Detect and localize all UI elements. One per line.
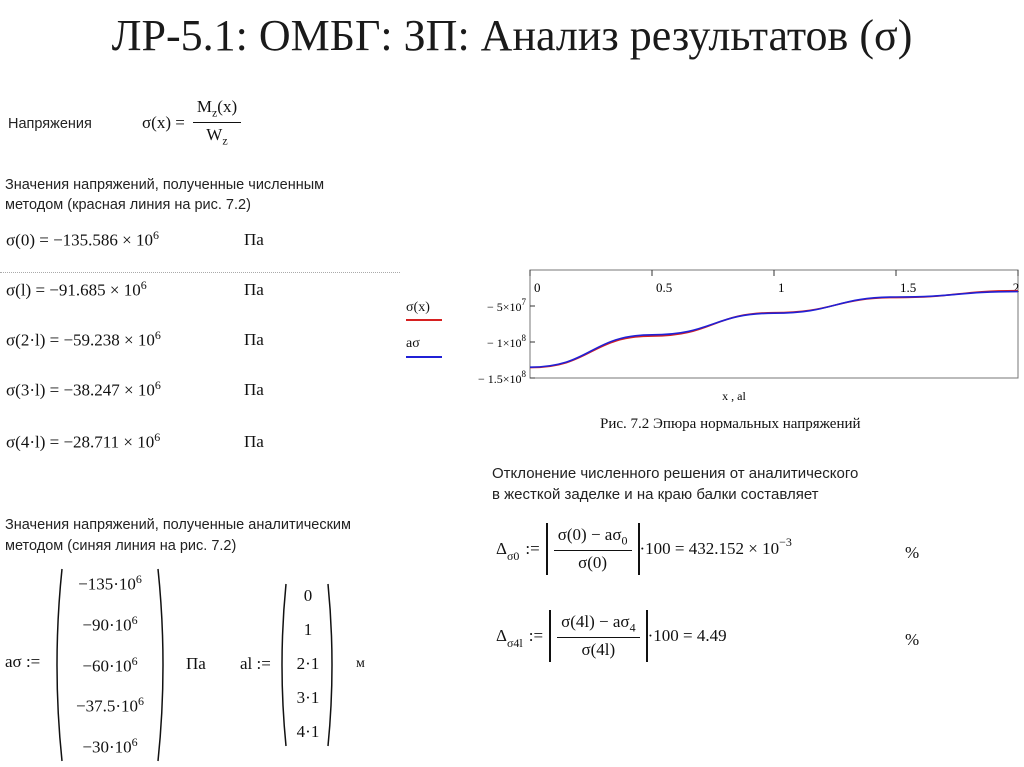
stress-num: M [196,97,212,116]
al-name: al := [240,654,271,673]
numeric-unit: Па [244,330,264,349]
stress-fraction [193,97,241,149]
a-sigma-cell: $-90\cdot 10^6$ [82,612,138,635]
deviation-formula-0: Δ $_{\sigma 0}$ := $\frac{\sigma(0) - a\sigma_0}{\sigma(0)}$ ·100 = 432.152 × 10 $^{-3}$ [496,523,792,575]
series-line-sigma [530,291,1018,368]
chart-caption: Рис. 7.2 Эпюра нормальных напряжений [600,416,861,432]
analytic-heading-1: Значения напряжений, полученные аналитическим [5,517,351,533]
deviation-text-2: в жесткой заделке и на краю балки составляет [492,486,819,503]
stress-chart [440,258,1024,410]
al-matrix [286,586,330,742]
deviation-den: σ(4l) [581,640,616,660]
numeric-expr: σ(l) = −91.685 × 10 [6,280,141,300]
numeric-row [6,378,161,401]
delta-symbol: Δ [496,539,507,558]
al-cell: 1 [303,620,313,639]
page-title: ЛР-5.1: ОМБГ: ЗП: Анализ результатов (σ) [111,11,913,60]
assign-operator: := [525,539,540,558]
numeric-exp: 6 [154,378,161,392]
deviation-text-1: Отклонение численного решения от аналитического [492,465,859,482]
deviation-num: σ(4l) − aσ [561,612,630,631]
numeric-row [6,228,159,251]
x-tick-label: 2 [1012,280,1020,295]
stress-formula [142,97,241,149]
numeric-row [6,278,147,301]
deviation-unit-0: % [905,543,920,562]
numeric-exp: 6 [154,430,161,444]
x-tick-label: 0 [534,280,541,295]
assign-operator: := [528,626,544,645]
a-sigma-cell: $-37.5\cdot 10^6$ [76,694,144,717]
numeric-heading-1: Значения напряжений, полученные численным [5,177,325,193]
abs-bars: $\frac{\sigma(0) - a\sigma_0}{\sigma(0)}$ [546,523,640,575]
numeric-unit: Па [244,280,264,299]
a-sigma-cell: $-135\cdot 10^6$ [78,572,142,594]
deviation-den: σ(0) [578,553,608,573]
numeric-row [6,430,160,453]
series-line-a-sigma [530,292,1018,368]
numeric-row [6,328,161,351]
numeric-exp: 6 [140,278,147,292]
stress-num-tail: (x) [217,97,238,116]
numeric-expr: σ(0) = −135.586 × 10 [6,230,153,250]
stress-lhs: σ(x) = [142,112,185,132]
numeric-unit: Па [244,230,264,249]
x-axis-label: x , al [722,389,746,403]
y-tick-label: − $5\times 10^7$ [486,297,526,314]
a-sigma-cell: $-30\cdot 10^6$ [82,735,138,757]
y-tick-label: − $1\times 10^8$ [486,333,526,350]
x-tick-label: 1 [778,280,785,295]
stress-den-sub: z [222,133,228,148]
numeric-expr: σ(4·l) = −28.711 × 10 [6,432,155,452]
al-cell: 2·1 [296,654,320,673]
stress-num-sub: z [211,105,218,120]
analytic-heading-2: методом (синяя линия на рис. 7.2) [5,538,237,554]
legend-label-sigma: σ(x) [406,300,430,315]
al-cell: 3·1 [296,688,320,707]
deviation-formula-4 [496,610,727,662]
y-tick-label: − $1.5\times 10^8$ [477,369,526,386]
numeric-unit: Па [244,432,264,451]
deviation-result: ·100 = 4.49 [647,626,727,645]
numeric-exp: 6 [153,228,159,242]
numeric-heading-2: методом (красная линия на рис. 7.2) [5,197,251,213]
al-cell: 4·1 [296,722,320,741]
delta-sub: σ0 [506,548,520,563]
numeric-expr: σ(3·l) = −38.247 × 10 [6,380,155,400]
numeric-unit: Па [244,380,264,399]
a-sigma-unit: Па [186,654,206,673]
al-unit: м [356,656,365,671]
deviation-result: ·100 = 432.152 × 10 [639,539,780,558]
deviation-unit-4: % [905,630,920,649]
numeric-exp: 6 [154,328,161,342]
a-sigma-matrix [62,572,158,758]
plot-frame [530,270,1018,378]
abs-bars: $\frac{\sigma(4l) - a\sigma_4}{\sigma(4l)}$ [549,610,648,662]
delta-symbol: Δ [496,626,507,645]
al-cell: 0 [303,586,313,605]
x-tick-label: 1.5 [900,280,917,295]
legend-line-blue [406,356,442,358]
deviation-num: σ(0) − aσ [557,525,622,544]
legend-line-red [406,319,442,321]
a-sigma-cell: $-60\cdot 10^6$ [82,653,138,676]
stress-den: W [206,125,223,145]
legend-label-a-sigma: aσ [406,336,420,351]
x-tick-label: 0.5 [656,280,673,295]
a-sigma-name: aσ := [5,652,41,671]
numeric-expr: σ(2·l) = −59.238 × 10 [6,330,155,350]
stress-label: Напряжения [8,116,92,132]
divider [0,272,400,273]
delta-sub: σ4l [506,635,523,650]
